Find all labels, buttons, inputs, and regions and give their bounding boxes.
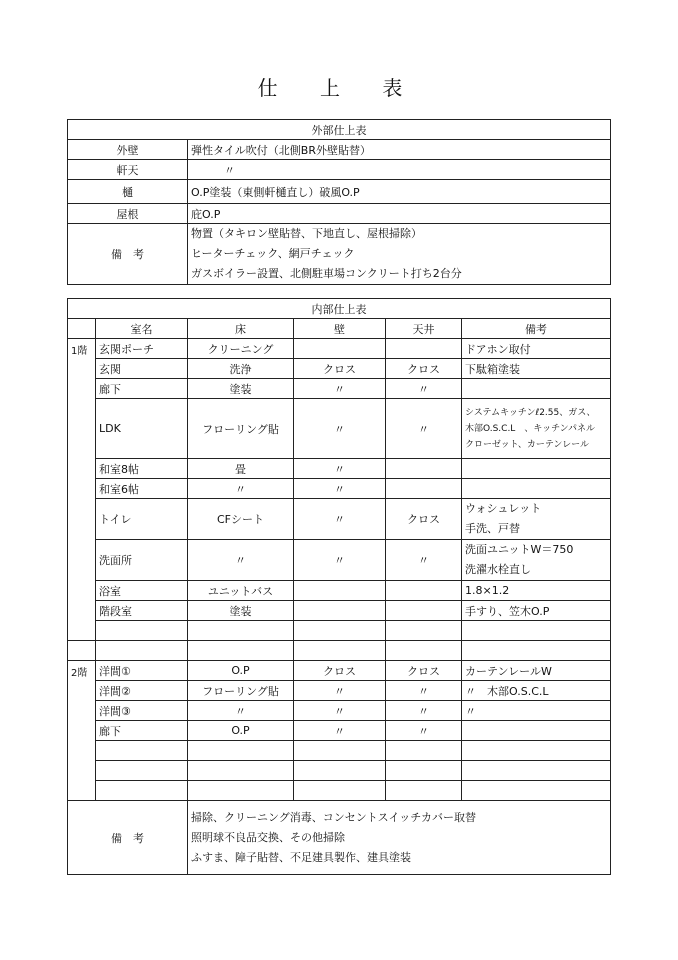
room-note — [462, 499, 611, 540]
room-name: 洋間③ — [96, 701, 188, 721]
table-row — [68, 581, 611, 601]
column-header: 室名 — [96, 319, 188, 339]
wall-finish: クロス — [294, 359, 386, 379]
ceiling-finish: 〃 — [386, 721, 462, 741]
table-row — [68, 499, 611, 540]
room-note — [462, 540, 611, 581]
table-row — [68, 359, 611, 379]
table-row — [68, 379, 611, 399]
exterior-row-value: O.P塗装（東側軒樋直し）破風O.P — [188, 180, 611, 204]
floor-finish: フローリング貼 — [188, 681, 294, 701]
room-note-line: システムキッチンℓ2.55、ガス、 — [465, 407, 596, 418]
exterior-remarks — [188, 224, 611, 285]
ceiling-finish: クロス — [386, 661, 462, 681]
floor-finish: 塗装 — [188, 379, 294, 399]
interior-finish-table — [67, 298, 611, 875]
ceiling-finish: 〃 — [386, 540, 462, 581]
room-note — [462, 459, 611, 479]
table-row — [68, 661, 611, 681]
ceiling-finish: クロス — [386, 499, 462, 540]
interior-table-header: 内部仕上表 — [68, 299, 611, 319]
room-note-line: 手洗、戸替 — [465, 522, 520, 535]
table-row — [68, 339, 611, 359]
column-header: 壁 — [294, 319, 386, 339]
column-header: 備考 — [462, 319, 611, 339]
ceiling-finish — [386, 339, 462, 359]
exterior-row — [68, 140, 611, 160]
ceiling-finish: 〃 — [386, 379, 462, 399]
room-name: 玄関ポーチ — [96, 339, 188, 359]
wall-finish: 〃 — [294, 701, 386, 721]
wall-finish: 〃 — [294, 399, 386, 459]
wall-finish: 〃 — [294, 479, 386, 499]
floor-finish: O.P — [188, 721, 294, 741]
floor-finish: 塗装 — [188, 601, 294, 621]
wall-finish: 〃 — [294, 540, 386, 581]
room-name: 洋間② — [96, 681, 188, 701]
exterior-row-value: 〃 — [188, 160, 611, 180]
room-name: 洋間① — [96, 661, 188, 681]
exterior-row-value: 弾性タイル吹付（北側BR外壁貼替） — [188, 140, 611, 160]
floor-label: 2階 — [68, 661, 96, 801]
room-note-line: クローゼット、カーテンレール — [465, 439, 589, 450]
wall-finish: 〃 — [294, 721, 386, 741]
exterior-finish-table — [67, 119, 611, 285]
floor-finish: フローリング貼 — [188, 399, 294, 459]
room-note-line: 洗面ユニットW＝750 — [465, 543, 574, 556]
floor-finish: 〃 — [188, 701, 294, 721]
exterior-remark-line: 物置（タキロン壁貼替、下地直し、屋根掃除） — [191, 227, 422, 240]
table-row — [68, 721, 611, 741]
wall-finish: 〃 — [294, 459, 386, 479]
room-note — [462, 399, 611, 459]
table-row-empty — [68, 741, 611, 761]
ceiling-finish — [386, 601, 462, 621]
interior-remarks-row — [68, 801, 611, 875]
table-row — [68, 479, 611, 499]
room-note-line: 洗濯水栓直し — [465, 563, 531, 576]
room-note: 〃 木部O.S.C.L — [462, 681, 611, 701]
room-note-line: ウォシュレット — [465, 502, 542, 515]
ceiling-finish: 〃 — [386, 399, 462, 459]
exterior-remark-line: ガスボイラー設置、北側駐車場コンクリート打ち2台分 — [191, 267, 462, 280]
room-name: 廊下 — [96, 379, 188, 399]
floor-finish: O.P — [188, 661, 294, 681]
exterior-row — [68, 160, 611, 180]
room-note: カーテンレールW — [462, 661, 611, 681]
exterior-row-label: 屋根 — [68, 204, 188, 224]
floor-finish: クリーニング — [188, 339, 294, 359]
table-row-empty — [68, 621, 611, 641]
room-note-line: 木部O.S.C.L 、キッチンパネル — [465, 423, 596, 434]
room-name: 浴室 — [96, 581, 188, 601]
wall-finish: 〃 — [294, 499, 386, 540]
interior-remarks — [188, 801, 611, 875]
ceiling-finish: クロス — [386, 359, 462, 379]
floor-finish: CFシート — [188, 499, 294, 540]
exterior-row — [68, 204, 611, 224]
room-note — [462, 721, 611, 741]
exterior-row — [68, 180, 611, 204]
exterior-remarks-label: 備 考 — [68, 224, 188, 285]
table-row — [68, 701, 611, 721]
interior-remark-line: ふすま、障子貼替、不足建具製作、建具塗装 — [191, 850, 411, 864]
page-title: 仕 上 表 — [257, 76, 421, 100]
interior-remark-line: 掃除、クリーニング消毒、コンセントスイッチカバー取替 — [191, 810, 477, 824]
wall-finish — [294, 581, 386, 601]
wall-finish — [294, 339, 386, 359]
floor-finish: 畳 — [188, 459, 294, 479]
table-row-empty — [68, 641, 611, 661]
floor-finish: 〃 — [188, 540, 294, 581]
table-row — [68, 681, 611, 701]
table-row — [68, 459, 611, 479]
table-row — [68, 399, 611, 459]
table-row-empty — [68, 781, 611, 801]
room-name: 玄関 — [96, 359, 188, 379]
room-name: LDK — [96, 399, 188, 459]
interior-remark-line: 照明球不良品交換、その他掃除 — [191, 830, 345, 844]
floor-label: 1階 — [68, 339, 96, 641]
floor-finish: 〃 — [188, 479, 294, 499]
room-note: 1.8×1.2 — [462, 581, 611, 601]
interior-remarks-label: 備 考 — [68, 801, 188, 875]
room-note: 〃 — [462, 701, 611, 721]
room-name: 和室6帖 — [96, 479, 188, 499]
room-note: 下駄箱塗装 — [462, 359, 611, 379]
wall-finish: 〃 — [294, 681, 386, 701]
ceiling-finish — [386, 479, 462, 499]
table-row-empty — [68, 761, 611, 781]
ceiling-finish: 〃 — [386, 681, 462, 701]
table-row — [68, 601, 611, 621]
room-note: 手すり、笠木O.P — [462, 601, 611, 621]
ceiling-finish — [386, 459, 462, 479]
wall-finish: クロス — [294, 661, 386, 681]
room-name: 和室8帖 — [96, 459, 188, 479]
exterior-row-label: 外壁 — [68, 140, 188, 160]
column-header: 天井 — [386, 319, 462, 339]
floor-finish: ユニットバス — [188, 581, 294, 601]
ceiling-finish — [386, 581, 462, 601]
ceiling-finish: 〃 — [386, 701, 462, 721]
column-header: 床 — [188, 319, 294, 339]
room-note — [462, 479, 611, 499]
room-name: 洗面所 — [96, 540, 188, 581]
exterior-row-value: 庇O.P — [188, 204, 611, 224]
wall-finish: 〃 — [294, 379, 386, 399]
table-row — [68, 540, 611, 581]
room-name: トイレ — [96, 499, 188, 540]
exterior-remark-line: ヒーターチェック、網戸チェック — [191, 247, 355, 260]
room-name: 階段室 — [96, 601, 188, 621]
room-note: ドアホン取付 — [462, 339, 611, 359]
floor-finish: 洗浄 — [188, 359, 294, 379]
exterior-table-header: 外部仕上表 — [68, 120, 611, 140]
exterior-row-label: 軒天 — [68, 160, 188, 180]
room-note — [462, 379, 611, 399]
exterior-row-label: 樋 — [68, 180, 188, 204]
interior-column-headers — [68, 319, 611, 339]
room-name: 廊下 — [96, 721, 188, 741]
wall-finish — [294, 601, 386, 621]
